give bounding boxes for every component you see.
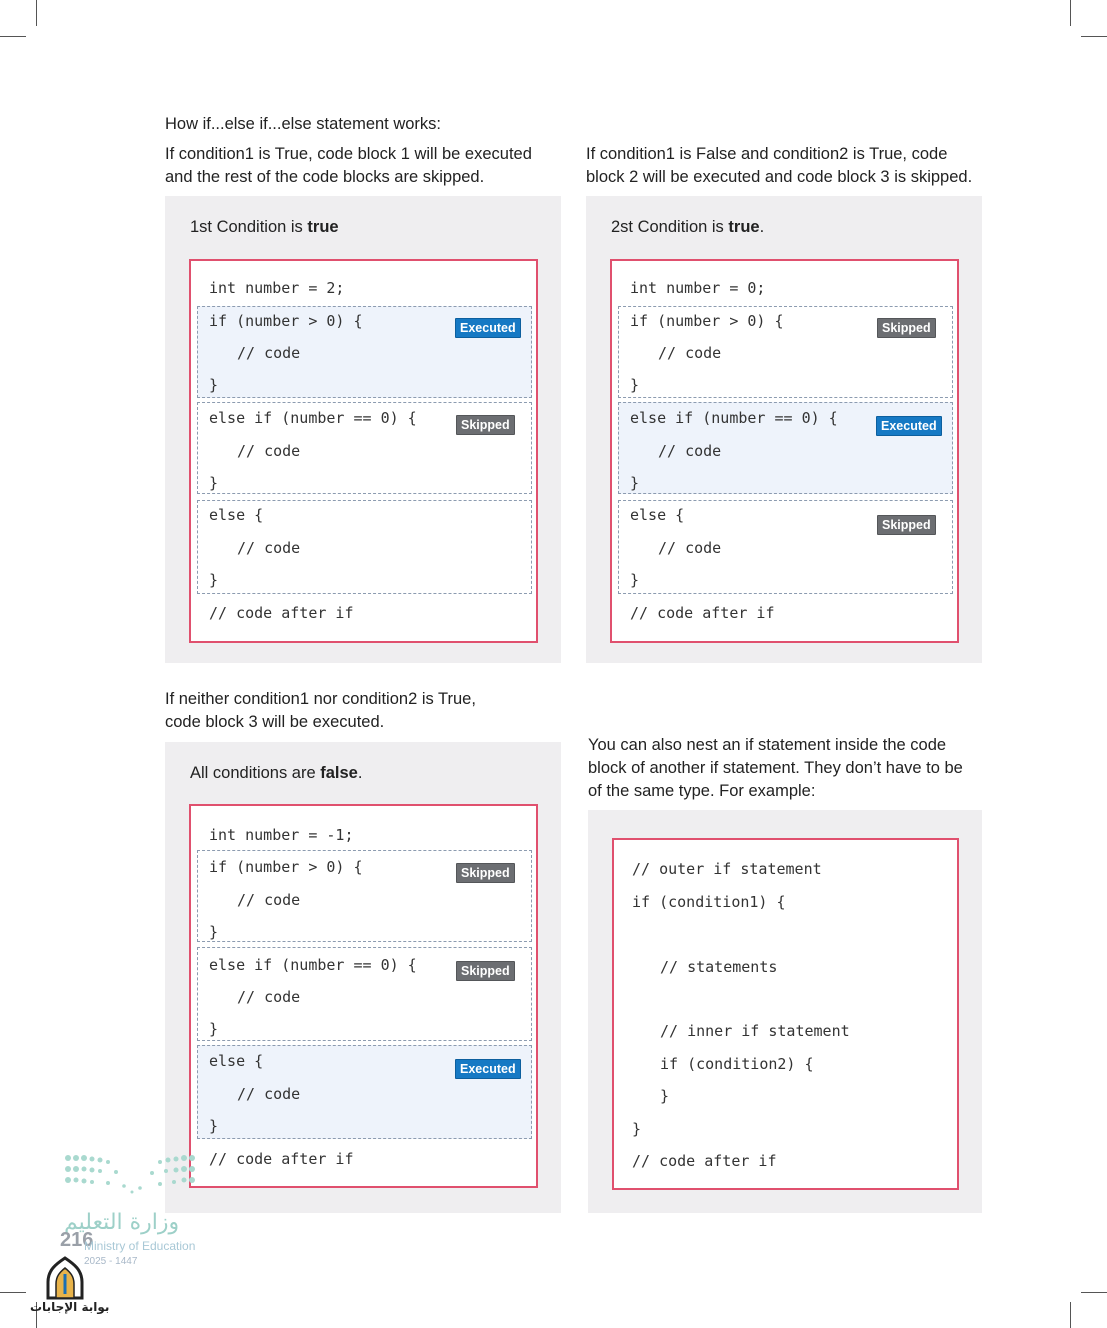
code-line: // code	[237, 344, 301, 362]
desc-line: If condition1 is True, code block 1 will be executed	[165, 145, 532, 163]
code-line: // code after if	[209, 604, 354, 622]
panel-title: 2st Condition is true.	[611, 218, 765, 236]
code-line: }	[209, 571, 219, 589]
panel-title: 1st Condition is true	[190, 218, 339, 236]
code-line: int number = 2;	[209, 279, 345, 297]
skipped-badge: Skipped	[456, 415, 515, 435]
code-line: }	[630, 376, 640, 394]
code-line: // code	[237, 1085, 301, 1103]
code-line: }	[209, 923, 219, 941]
panel-first-condition	[165, 196, 561, 663]
code-line: }	[209, 376, 219, 394]
code-line: if (condition1) {	[632, 893, 786, 911]
desc-line: code block 3 will be executed.	[165, 713, 385, 731]
code-box	[610, 259, 959, 643]
crop-mark	[1081, 1292, 1107, 1293]
code-line: // code	[658, 344, 722, 362]
code-line: // code	[237, 442, 301, 460]
site-label: بوابة الإجابات	[30, 1300, 110, 1314]
code-line: else {	[630, 506, 685, 524]
code-line: if (number > 0) {	[209, 858, 363, 876]
crop-mark	[1070, 0, 1071, 26]
code-line: }	[660, 1087, 670, 1105]
desc-block2	[586, 143, 972, 189]
crop-mark	[0, 1292, 26, 1293]
desc-line: If neither condition1 nor condition2 is True,	[165, 690, 476, 708]
code-line: // code	[658, 539, 722, 557]
executed-badge: Executed	[455, 1059, 521, 1079]
code-line: // code	[237, 988, 301, 1006]
crop-mark	[36, 0, 37, 26]
ministry-logo-icon	[62, 1150, 202, 1200]
code-line: if (number > 0) {	[209, 312, 363, 330]
code-line: // outer if statement	[632, 860, 822, 878]
code-line: // code	[237, 891, 301, 909]
intro-text: How if...else if...else statement works:	[165, 115, 442, 133]
crop-mark	[1081, 36, 1107, 37]
desc-block3	[165, 688, 476, 734]
code-line: if (condition2) {	[660, 1055, 814, 1073]
code-line: // code after if	[632, 1152, 777, 1170]
code-line: // code	[237, 539, 301, 557]
desc-line: If condition1 is False and condition2 is True, code	[586, 145, 948, 163]
code-line: }	[209, 1020, 219, 1038]
executed-badge: Executed	[455, 318, 521, 338]
code-line: else if (number == 0) {	[209, 409, 417, 427]
page-number: 216	[60, 1229, 94, 1251]
code-line: // code after if	[209, 1150, 354, 1168]
panel-second-condition	[586, 196, 982, 663]
desc-line: and the rest of the code blocks are skipped.	[165, 168, 485, 186]
ministry-name-arabic: وزارة التعليم	[64, 1210, 180, 1235]
ministry-name-english: Ministry of Education	[84, 1239, 196, 1253]
ministry-year: 2025 - 1447	[84, 1256, 138, 1267]
desc-line: block of another if statement. They don’t have to be	[588, 759, 963, 777]
desc-line: You can also nest an if statement inside the code	[588, 736, 947, 754]
code-line: }	[209, 474, 219, 492]
desc-line: of the same type. For example:	[588, 782, 816, 800]
code-line: }	[209, 1117, 219, 1135]
code-line: else {	[209, 506, 264, 524]
crop-mark	[0, 36, 26, 37]
code-line: int number = -1;	[209, 826, 354, 844]
code-line: // code after if	[630, 604, 775, 622]
panel-title: All conditions are false.	[190, 764, 363, 782]
code-line: if (number > 0) {	[630, 312, 784, 330]
executed-badge: Executed	[876, 416, 942, 436]
skipped-badge: Skipped	[456, 961, 515, 981]
desc-line: block 2 will be executed and code block 3 is skipped.	[586, 168, 973, 186]
code-line: else if (number == 0) {	[630, 409, 838, 427]
code-line: // code	[658, 442, 722, 460]
code-line: else if (number == 0) {	[209, 956, 417, 974]
code-line: }	[632, 1120, 642, 1138]
code-line: }	[630, 474, 640, 492]
skipped-badge: Skipped	[456, 863, 515, 883]
crop-mark	[1070, 1302, 1071, 1328]
code-line: // inner if statement	[660, 1022, 850, 1040]
panel-all-false	[165, 742, 561, 1213]
code-line: int number = 0;	[630, 279, 766, 297]
code-line: else {	[209, 1052, 264, 1070]
panel-nested-if	[588, 810, 982, 1213]
code-box	[612, 838, 959, 1190]
desc-block1	[165, 143, 532, 189]
desc-block4	[588, 734, 963, 803]
skipped-badge: Skipped	[877, 318, 936, 338]
code-line: // statements	[660, 958, 778, 976]
code-box	[189, 259, 538, 643]
skipped-badge: Skipped	[877, 515, 936, 535]
site-logo-icon	[44, 1256, 86, 1300]
code-line: }	[630, 571, 640, 589]
code-box	[189, 804, 538, 1188]
